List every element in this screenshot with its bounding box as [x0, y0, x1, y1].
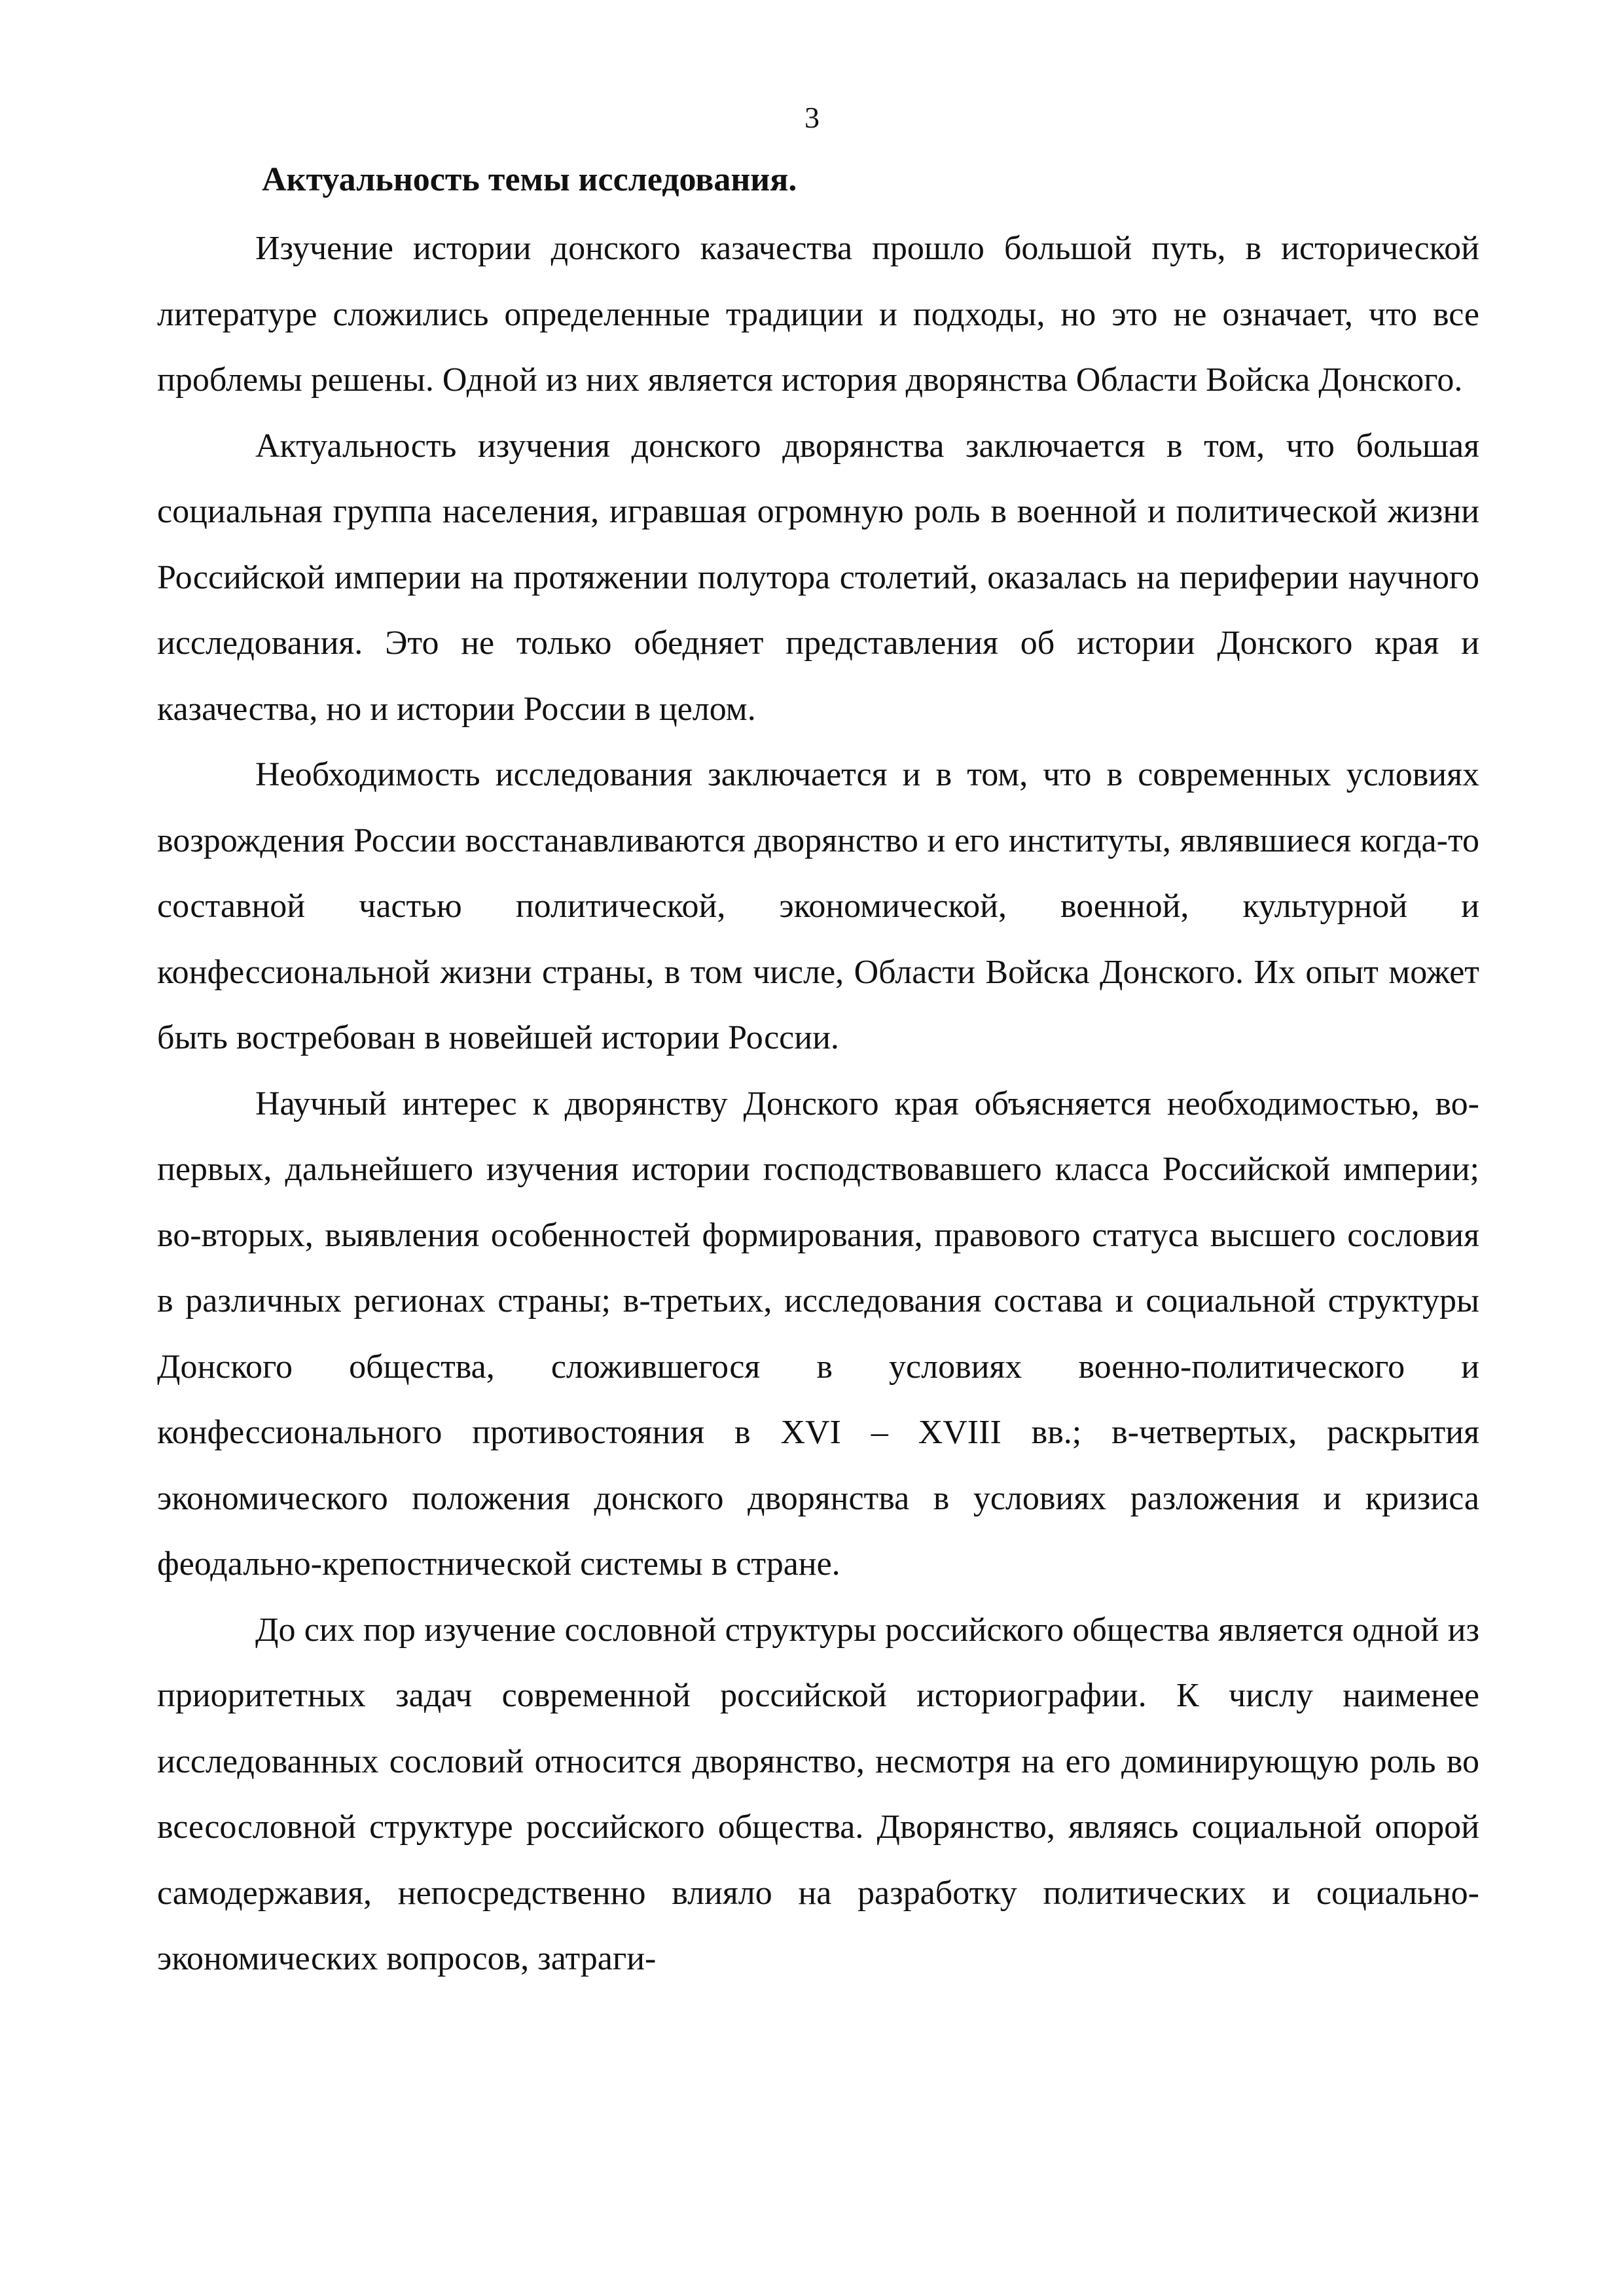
paragraph-2: Актуальность изучения донского дворянства заключается в том, что большая социальная группа населения, игравшая огромную роль в военной и политической жизни Российской империи на протяжении полутора столетий, оказалась на периферии научного исследования. Это не только обедняет представления об истории Донского края и казачества, но и истории России в целом. — [157, 427, 1479, 728]
paragraph-1: Изучение истории донского казачества прошло большой путь, в исторической литературе сложились определенные традиции и подходы, но это не означает, что все проблемы решены. Одной из них является история дворянства Области Войска Донского. — [157, 230, 1479, 399]
page-number: 3 — [804, 101, 820, 134]
paragraph-4: Научный интерес к дворянству Донского края объясняется необходимостью, во-первых, дальнейшего изучения истории господствовавшего класса Российской империи; во-вторых, выявления особенностей формирования, правового статуса высшего сословия в различных регионах страны; в-третьих, исследования состава и социальной структуры Донского общества, сложившегося в условиях военно-политического и конфессионального противостояния в XVI – XVIII вв.; в-четвертых, раскрытия экономического положения донского дворянства в условиях разложения и кризиса феодально-крепостнической системы в стране. — [157, 1085, 1479, 1583]
paragraph-3: Необходимость исследования заключается и в том, что в современных условиях возрождения России восстанавливаются дворянство и его институты, являвшиеся когда-то составной частью политической, экономической, военной, культурной и конфессиональной жизни страны, в том числе, Области Войска Донского. Их опыт может быть востребован в новейшей истории России. — [157, 756, 1479, 1056]
paragraph-5: До сих пор изучение сословной структуры российского общества является одной из приоритетных задач современной российской историографии. К числу наименее исследованных сословий относится дворянство, несмотря на его доминирующую роль во всесословной структуре российского общества. Дворянство, являясь социальной опорой самодержавия, непосредственно влияло на разработку политических и социально-экономических вопросов, затраги- — [157, 1611, 1479, 1977]
body-text — [157, 216, 1479, 1992]
section-heading: Актуальность темы исследования. — [262, 161, 797, 198]
